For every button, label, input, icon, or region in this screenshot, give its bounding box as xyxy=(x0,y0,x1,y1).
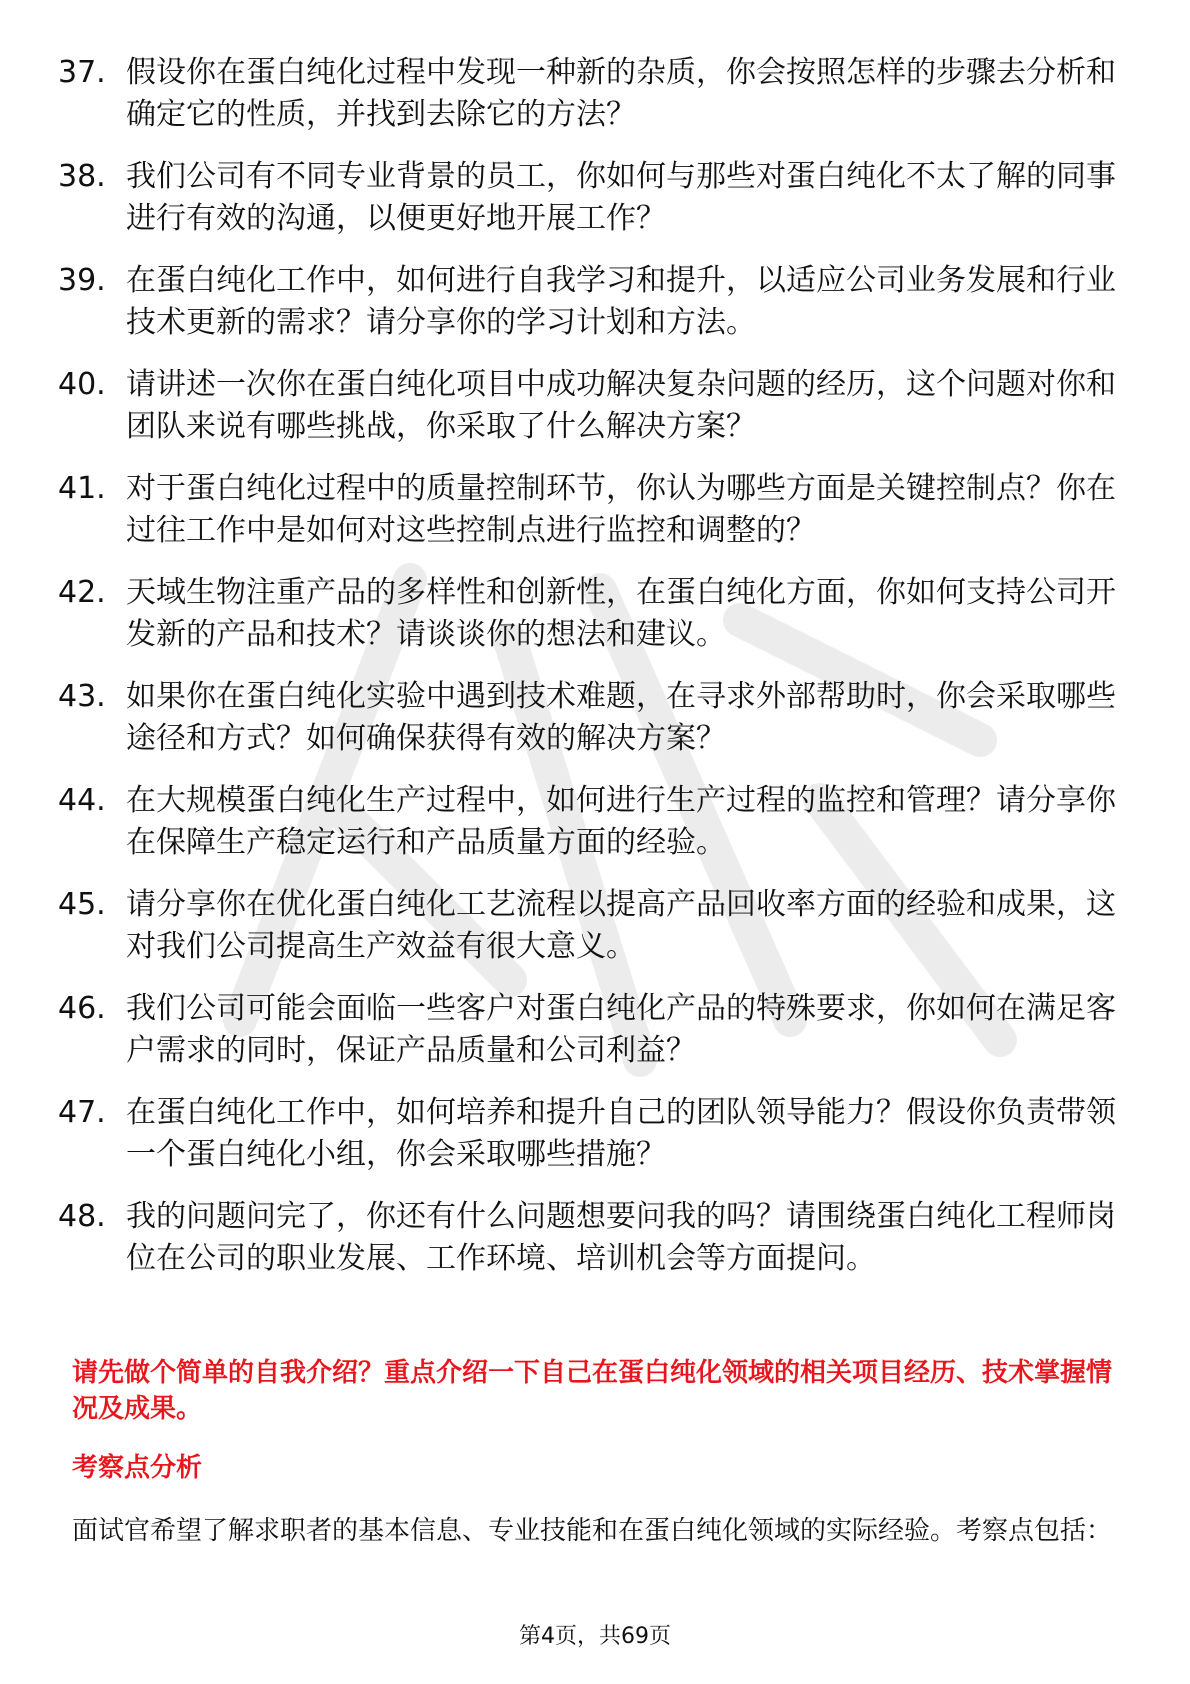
question-number: 39. xyxy=(58,263,106,298)
question-text: 在大规模蛋白纯化生产过程中，如何进行生产过程的监控和管理？请分享你在保障生产稳定运行和产品质量方面的经验。 xyxy=(126,783,1116,860)
question-item xyxy=(58,572,1118,656)
question-number: 45. xyxy=(58,887,106,922)
question-text: 在蛋白纯化工作中，如何进行自我学习和提升，以适应公司业务发展和行业技术更新的需求？请分享你的学习计划和方法。 xyxy=(126,263,1116,340)
question-item xyxy=(58,260,1118,344)
question-number: 44. xyxy=(58,783,106,818)
question-list xyxy=(58,52,1118,1300)
question-text: 对于蛋白纯化过程中的质量控制环节，你认为哪些方面是关键控制点？你在过往工作中是如何对这些控制点进行监控和调整的？ xyxy=(126,471,1116,548)
question-number: 41. xyxy=(58,471,106,506)
question-text: 假设你在蛋白纯化过程中发现一种新的杂质，你会按照怎样的步骤去分析和确定它的性质，并找到去除它的方法？ xyxy=(126,55,1116,132)
question-item xyxy=(58,156,1118,240)
intro-question: 请先做个简单的自我介绍？重点介绍一下自己在蛋白纯化领域的相关项目经历、技术掌握情况及成果。 xyxy=(72,1358,1113,1424)
question-text: 我们公司有不同专业背景的员工，你如何与那些对蛋白纯化不太了解的同事进行有效的沟通，以便更好地开展工作？ xyxy=(126,159,1116,236)
question-text: 天域生物注重产品的多样性和创新性，在蛋白纯化方面，你如何支持公司开发新的产品和技术？请谈谈你的想法和建议。 xyxy=(126,575,1116,652)
question-item xyxy=(58,52,1118,136)
question-item xyxy=(58,884,1118,968)
question-item xyxy=(58,364,1118,448)
question-item xyxy=(58,988,1118,1072)
question-number: 42. xyxy=(58,575,106,610)
question-number: 43. xyxy=(58,679,106,714)
question-text: 如果你在蛋白纯化实验中遇到技术难题，在寻求外部帮助时，你会采取哪些途径和方式？如何确保获得有效的解决方案？ xyxy=(126,679,1116,756)
question-number: 48. xyxy=(58,1199,106,1234)
question-text: 请分享你在优化蛋白纯化工艺流程以提高产品回收率方面的经验和成果，这对我们公司提高生产效益有很大意义。 xyxy=(126,887,1116,964)
question-number: 40. xyxy=(58,367,106,402)
page-footer: 第4页，共69页 xyxy=(519,1624,671,1649)
question-text: 我的问题问完了，你还有什么问题想要问我的吗？请围绕蛋白纯化工程师岗位在公司的职业发展、工作环境、培训机会等方面提问。 xyxy=(126,1199,1116,1276)
question-number: 46. xyxy=(58,991,106,1026)
question-number: 38. xyxy=(58,159,106,194)
question-item xyxy=(58,676,1118,760)
question-item xyxy=(58,468,1118,552)
question-number: 47. xyxy=(58,1095,106,1130)
analysis-heading: 考察点分析 xyxy=(72,1453,203,1483)
question-item xyxy=(58,1092,1118,1176)
analysis-paragraph: 面试官希望了解求职者的基本信息、专业技能和在蛋白纯化领域的实际经验。考察点包括： xyxy=(72,1516,1113,1546)
question-item xyxy=(58,780,1118,864)
question-number: 37. xyxy=(58,55,106,90)
question-item xyxy=(58,1196,1118,1280)
question-text: 请讲述一次你在蛋白纯化项目中成功解决复杂问题的经历，这个问题对你和团队来说有哪些挑战，你采取了什么解决方案？ xyxy=(126,367,1116,444)
question-text: 我们公司可能会面临一些客户对蛋白纯化产品的特殊要求，你如何在满足客户需求的同时，保证产品质量和公司利益？ xyxy=(126,991,1116,1068)
question-text: 在蛋白纯化工作中，如何培养和提升自己的团队领导能力？假设你负责带领一个蛋白纯化小组，你会采取哪些措施？ xyxy=(126,1095,1116,1172)
